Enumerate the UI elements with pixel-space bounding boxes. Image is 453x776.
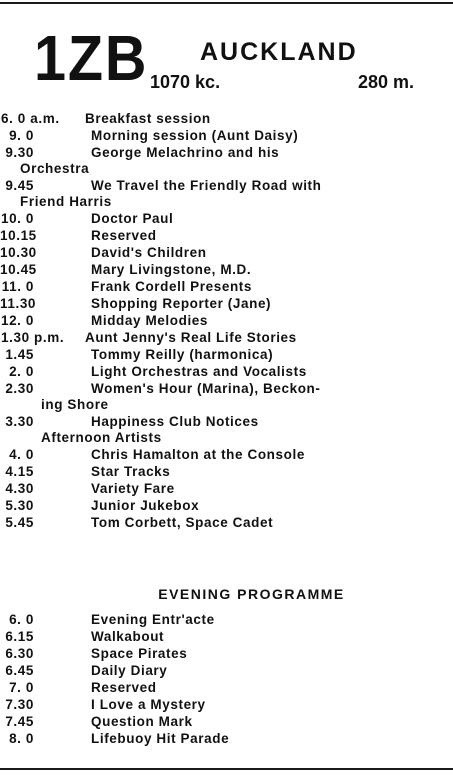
schedule-row	[0, 611, 453, 628]
schedule-row	[0, 177, 453, 194]
top-rule	[0, 2, 453, 4]
schedule-time: 9.45	[5, 178, 34, 193]
schedule-row	[0, 210, 453, 227]
schedule-title: Chris Hamalton at the Console	[91, 447, 305, 462]
schedule-row	[0, 463, 453, 480]
schedule-time: 10.45	[0, 262, 37, 277]
schedule-time: 7.30	[5, 697, 34, 712]
schedule-time: 1.45	[5, 347, 34, 362]
schedule-time: 4. 0	[9, 447, 34, 462]
schedule-row	[0, 696, 453, 713]
schedule-title: Space Pirates	[91, 646, 188, 661]
schedule-time: 4.30	[5, 481, 34, 496]
schedule-row	[0, 261, 453, 278]
schedule-title: Tom Corbett, Space Cadet	[91, 515, 274, 530]
schedule-row	[0, 413, 453, 430]
schedule-title: Reserved	[91, 228, 157, 243]
schedule-title: Daily Diary	[91, 663, 168, 678]
station-wavelength: 280 m.	[358, 72, 415, 92]
schedule-row	[0, 446, 453, 463]
schedule-row	[0, 679, 453, 696]
schedule-title: Midday Melodies	[91, 313, 209, 328]
schedule-time: 9.30	[5, 145, 34, 160]
schedule-row	[0, 730, 453, 747]
schedule-row	[0, 312, 453, 329]
schedule-title: Happiness Club Notices	[91, 414, 259, 429]
schedule-row	[0, 278, 453, 295]
schedule-time: 10. 0	[0, 211, 34, 226]
schedule-row	[0, 346, 453, 363]
schedule-title: Walkabout	[91, 629, 165, 644]
schedule-title: We Travel the Friendly Road with	[91, 178, 322, 193]
evening-schedule	[0, 611, 453, 747]
schedule-title: Mary Livingstone, M.D.	[91, 262, 252, 277]
schedule-row	[0, 628, 453, 645]
schedule-row	[0, 329, 453, 346]
schedule-row	[0, 713, 453, 730]
schedule-time: 10.30	[0, 245, 37, 260]
schedule-time: 8. 0	[9, 731, 34, 746]
schedule-time: 2.30	[5, 381, 34, 396]
schedule-title: Shopping Reporter (Jane)	[91, 296, 272, 311]
schedule-title: Light Orchestras and Vocalists	[91, 364, 307, 379]
schedule-time: 12. 0	[0, 313, 34, 328]
schedule-title: Variety Fare	[91, 481, 175, 496]
schedule-row	[0, 480, 453, 497]
schedule-title: George Melachrino and his	[91, 145, 280, 160]
schedule-title: Lifebuoy Hit Parade	[91, 731, 230, 746]
schedule-title: Morning session (Aunt Daisy)	[91, 128, 299, 143]
schedule-title: I Love a Mystery	[91, 697, 206, 712]
schedule-row	[0, 144, 440, 161]
schedule-title: David's Children	[91, 245, 207, 260]
schedule-time: 11.30	[0, 296, 37, 311]
schedule-row	[0, 645, 453, 662]
schedule-time: 9. 0	[9, 128, 34, 143]
schedule-time: 6. 0 a.m.	[1, 111, 60, 126]
schedule-title: Women's Hour (Marina), Beckon-	[91, 381, 321, 396]
schedule-title: Star Tracks	[91, 464, 171, 479]
schedule-row	[0, 662, 453, 679]
schedule-row	[0, 363, 453, 380]
schedule-title: Question Mark	[91, 714, 193, 729]
schedule-time: 6.15	[5, 629, 34, 644]
schedule-time: 5.45	[5, 515, 34, 530]
schedule-time: 5.30	[5, 498, 34, 513]
schedule-title-continued: Orchestra	[20, 161, 90, 176]
schedule-time: 7.45	[5, 714, 34, 729]
bottom-rule	[0, 768, 453, 770]
schedule-title-continued: Friend Harris	[20, 194, 112, 209]
schedule-title-continued: ing Shore	[41, 397, 109, 412]
schedule-row	[0, 295, 453, 312]
schedule-row	[0, 497, 453, 514]
schedule-row	[0, 244, 453, 261]
schedule-time: 7. 0	[9, 680, 34, 695]
schedule-title: Evening Entr'acte	[91, 612, 215, 627]
schedule-row	[0, 110, 453, 127]
schedule-time: 2. 0	[9, 364, 34, 379]
station-frequency: 1070 kc.	[150, 72, 221, 92]
schedule-title: Aunt Jenny's Real Life Stories	[85, 330, 297, 345]
schedule-time: 1.30 p.m.	[1, 330, 65, 345]
daytime-schedule	[0, 110, 453, 531]
schedule-title: Frank Cordell Presents	[91, 279, 253, 294]
schedule-row	[0, 514, 453, 531]
schedule-row	[0, 127, 453, 144]
schedule-title: Junior Jukebox	[91, 498, 200, 513]
schedule-time: 6.45	[5, 663, 34, 678]
schedule-time: 6. 0	[9, 612, 34, 627]
schedule-time: 11. 0	[1, 279, 34, 294]
schedule-row	[0, 227, 453, 244]
schedule-time: 3.30	[5, 414, 34, 429]
schedule-row	[0, 380, 453, 397]
evening-programme-heading: EVENING PROGRAMME	[158, 586, 345, 602]
schedule-time: 6.30	[5, 646, 34, 661]
station-callsign: 1ZB	[34, 22, 149, 94]
schedule-title: Reserved	[91, 680, 157, 695]
station-city: AUCKLAND	[200, 38, 358, 66]
schedule-title-continued: Afternoon Artists	[41, 430, 162, 445]
schedule-title: Breakfast session	[85, 111, 211, 126]
schedule-time: 10.15	[0, 228, 37, 243]
schedule-title: Doctor Paul	[91, 211, 174, 226]
schedule-time: 4.15	[5, 464, 34, 479]
schedule-title: Tommy Reilly (harmonica)	[91, 347, 274, 362]
